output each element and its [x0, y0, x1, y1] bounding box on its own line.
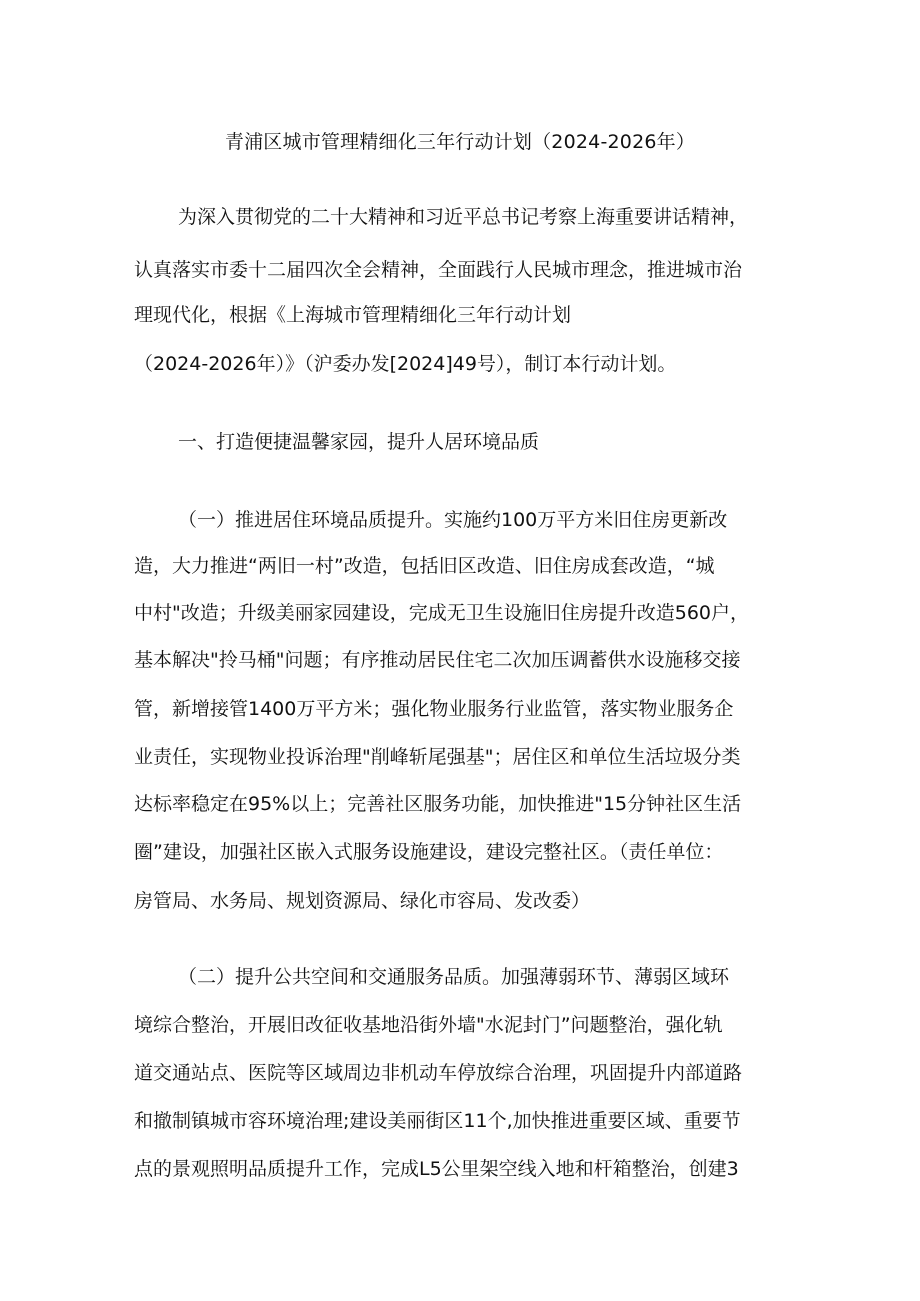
paragraph-line: （一）推进居住环境品质提升。实施约100万平方米旧住房更新改 — [178, 509, 728, 531]
intro-line: 认真落实市委十二届四次全会精神，全面践行人民城市理念，推进城市治 — [134, 259, 743, 281]
intro-line: 为深入贯彻党的二十大精神和习近平总书记考察上海重要讲话精神， — [178, 206, 749, 228]
paragraph-line: 基本解决"拎马桶"问题；有序推动居民住宅二次加压调蓄供水设施移交接 — [134, 649, 741, 671]
paragraph-line: 道交通站点、医院等区域周边非机动车停放综合治理，巩固提升内部道路 — [134, 1062, 743, 1084]
paragraph-line: 和撤制镇城市容环境治理;建设美丽街区11个,加快推进重要区域、重要节 — [134, 1110, 741, 1132]
paragraph-line: 管，新增接管1400万平方米；强化物业服务行业监管，落实物业服务企 — [134, 698, 734, 720]
paragraph-line: 业责任，实现物业投诉治理"削峰斩尾强基"；居住区和单位生活垃圾分类 — [134, 746, 741, 768]
paragraph-line: 房管局、水务局、规划资源局、绿化市容局、发改委） — [134, 890, 591, 912]
paragraph-line: （二）提升公共空间和交通服务品质。加强薄弱环节、薄弱区域环 — [178, 966, 730, 988]
section-heading: 一、打造便捷温馨家园，提升人居环境品质 — [178, 431, 540, 453]
document-title: 青浦区城市管理精细化三年行动计划（2024-2026年） — [224, 131, 696, 153]
paragraph-line: 造，大力推进“两旧一村”改造，包括旧区改造、旧住房成套改造，“城 — [134, 555, 715, 577]
paragraph-line: 境综合整治，开展旧改征收基地沿街外墙"水泥封门”问题整治，强化轨 — [134, 1014, 723, 1036]
paragraph-line: 圈”建设，加强社区嵌入式服务设施建设，建设完整社区。（责任单位： — [134, 841, 724, 863]
intro-line: 理现代化，根据《上海城市管理精细化三年行动计划 — [134, 304, 572, 326]
paragraph-line: 中村"改造；升级美丽家园建设，完成无卫生设施旧住房提升改造560户， — [134, 602, 750, 624]
intro-line: （2024-2026年）》（沪委办发[2024]49号），制订本行动计划。 — [134, 353, 677, 375]
paragraph-line: 点的景观照明品质提升工作，完成L5公里架空线入地和杆箱整治，创建3 — [134, 1158, 739, 1180]
paragraph-line: 达标率稳定在95%以上；完善社区服务功能，加快推进"15分钟社区生活 — [134, 793, 742, 815]
